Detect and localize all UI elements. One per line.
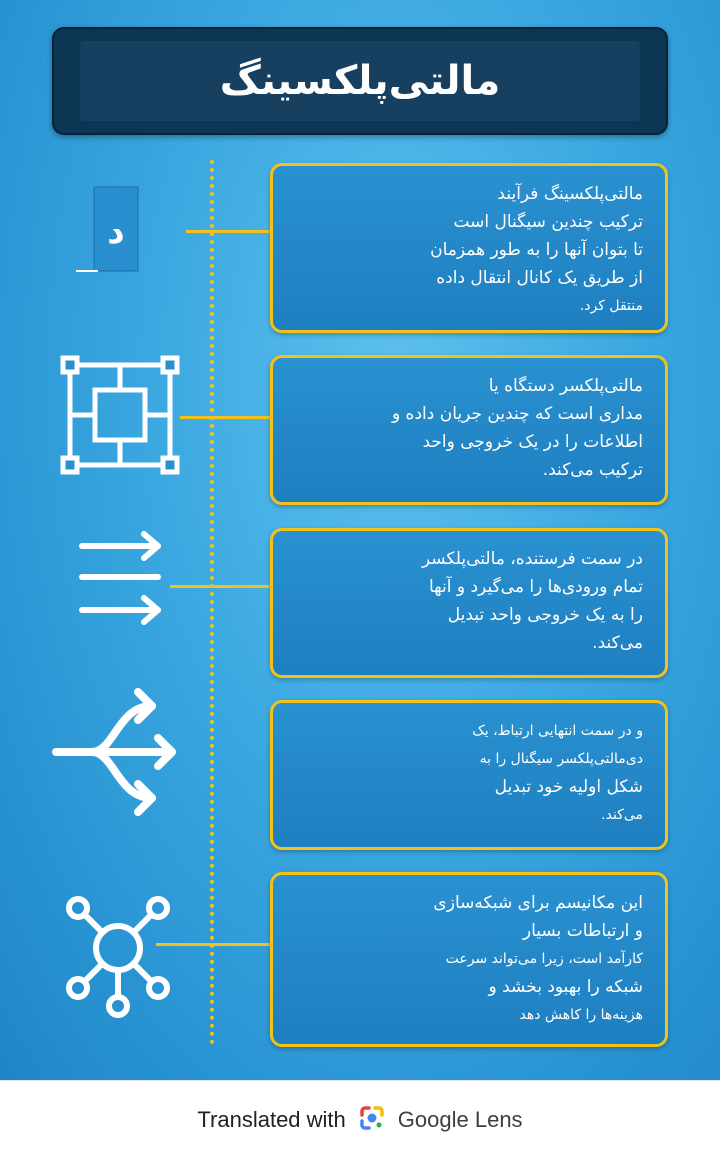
card-1-line-2: ترکیب چندین سیگنال است	[453, 212, 643, 232]
dal-letter-icon	[76, 185, 140, 275]
card-4-line-2: دی‌مالتی‌پلکسر سیگنال را به	[479, 751, 643, 767]
card-4-line-1: و در سمت انتهایی ارتباط، یک	[472, 723, 643, 739]
google-lens-icon	[358, 1104, 386, 1136]
card-1-line-4: از طریق یک کانال انتقال داده	[436, 268, 643, 288]
card-3-line-2: تمام ورودی‌ها را می‌گیرد و آنها	[429, 577, 643, 597]
translation-footer	[0, 1080, 720, 1158]
google-lens-brand: Google Lens	[397, 1106, 523, 1132]
card-4-line-4: می‌کند.	[601, 807, 643, 823]
info-card-5	[270, 872, 668, 1047]
title-banner	[52, 27, 668, 135]
card-3-line-4: می‌کند.	[592, 633, 643, 653]
card-5-line-2: و ارتباطات بسیار	[522, 921, 643, 941]
split-arrows-icon	[52, 686, 180, 818]
card-5-line-3: کارآمد است، زیرا می‌تواند سرعت	[445, 951, 643, 967]
network-hub-icon	[62, 888, 174, 1020]
info-card-2	[270, 355, 668, 505]
card-5-line-5: هزینه‌ها را کاهش دهد	[519, 1007, 643, 1023]
card-2-line-2: مداری است که چندین جریان داده و	[391, 404, 643, 424]
timeline-dotted-line	[210, 160, 214, 1045]
page-title: مالتی‌پلکسینگ	[219, 58, 501, 104]
dal-glyph: د	[107, 212, 125, 252]
card-3-line-3: را به یک خروجی واحد تبدیل	[447, 605, 643, 625]
card-5-line-1: این مکانیسم برای شبکه‌سازی	[433, 893, 643, 913]
translated-with-label: Translated with	[197, 1106, 346, 1132]
connector-3	[170, 585, 272, 588]
circuit-block-icon	[60, 355, 180, 475]
card-2-line-4: ترکیب می‌کند.	[542, 460, 643, 480]
connector-5	[156, 943, 272, 946]
connector-1	[186, 230, 272, 233]
info-card-1	[270, 163, 668, 333]
card-1-line-1: مالتی‌پلکسینگ فرآیند	[497, 184, 643, 204]
card-4-line-3: شکل اولیه خود تبدیل	[494, 777, 643, 797]
card-5-line-4: شبکه را بهبود بخشد و	[488, 977, 643, 997]
arrows-right-icon	[78, 530, 166, 628]
info-card-3	[270, 528, 668, 678]
card-1-line-3: تا بتوان آنها را به طور همزمان	[430, 240, 643, 260]
info-card-4	[270, 700, 668, 850]
card-1-line-5: منتقل کرد.	[579, 298, 643, 314]
title-panel	[80, 41, 640, 121]
card-2-line-3: اطلاعات را در یک خروجی واحد	[422, 432, 643, 452]
card-3-line-1: در سمت فرستنده، مالتی‌پلکسر	[421, 549, 643, 569]
card-2-line-1: مالتی‌پلکسر دستگاه یا	[488, 376, 643, 396]
connector-2	[180, 416, 272, 419]
